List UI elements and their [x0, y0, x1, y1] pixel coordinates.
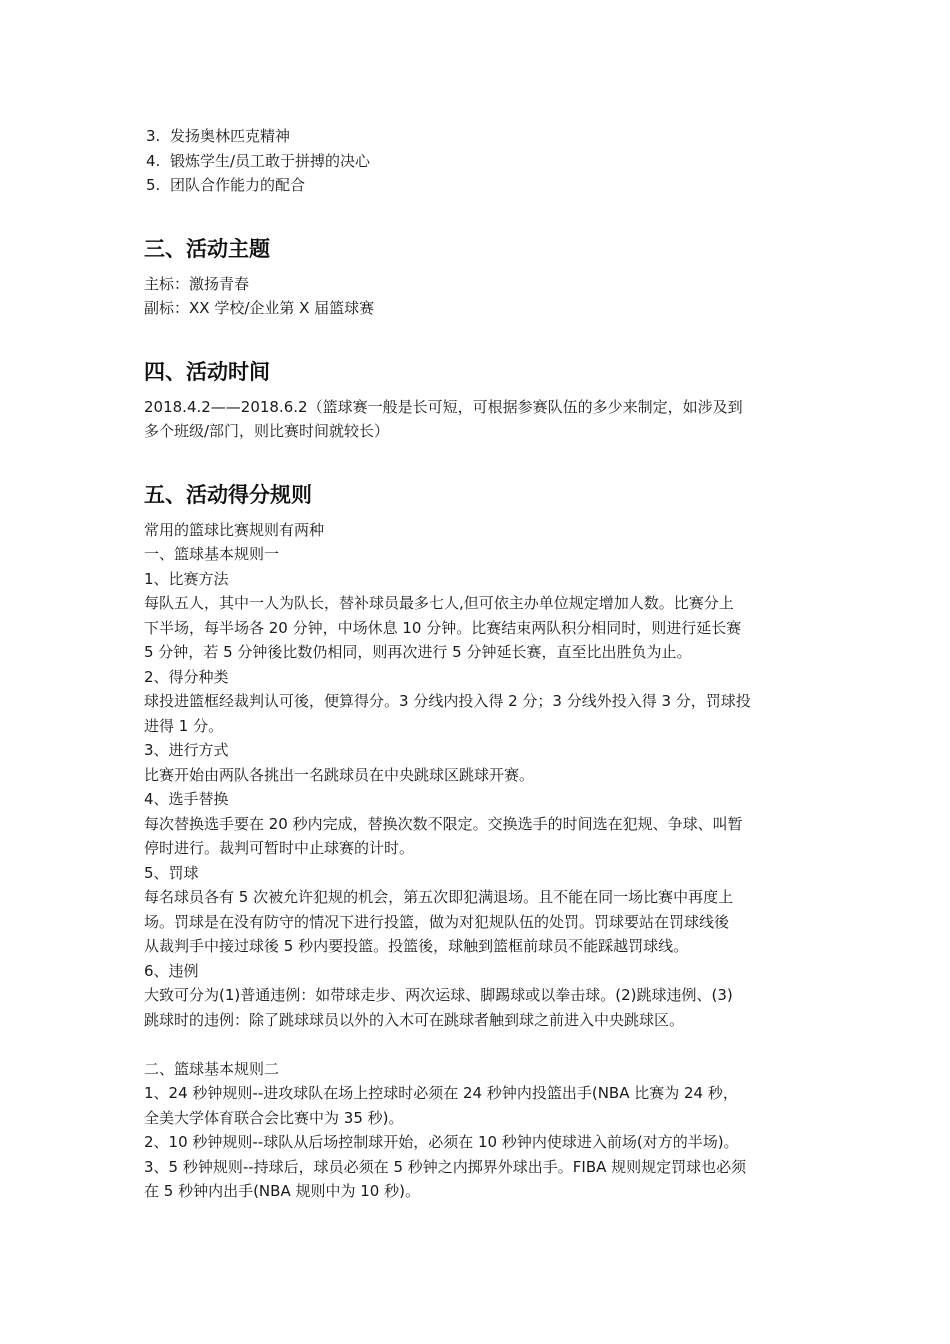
rules-line: 3、5 秒钟规则--持球后，球员必须在 5 秒钟之内掷界外球出手。FIBA 规则规定罚球也必须	[144, 1157, 747, 1176]
rules-line: 1、24 秒钟规则--进攻球队在场上控球时必须在 24 秒钟内投篮出手(NBA 比赛为 24 秒，	[144, 1084, 738, 1102]
rules-line: 常用的篮球比赛规则有两种	[144, 520, 325, 539]
rules-line: 一、篮球基本规则一	[144, 545, 280, 563]
rules-line: 从裁判手中接过球後 5 秒内要投篮。投篮後，球触到篮框前球员不能踩越罚球线。	[144, 937, 689, 955]
rules-line: 每队五人，其中一人为队长，替补球员最多七人,但可依主办单位规定增加人数。比赛分上	[144, 594, 734, 612]
rules-block-1	[144, 518, 810, 1033]
rules-line: 停时进行。裁判可暂时中止球赛的计时。	[144, 839, 415, 857]
rules-line: 跳球时的违例：除了跳球球员以外的入木可在跳球者触到球之前进入中央跳球区。	[144, 1010, 685, 1029]
goals-list	[144, 124, 810, 198]
rules-line: 4、选手替换	[144, 790, 229, 808]
list-item: 5. 团队合作能力的配合	[146, 176, 306, 194]
rules-line: 5 分钟，若 5 分钟後比数仍相同，则再次进行 5 分钟延长赛，直至比出胜负为止。	[144, 643, 692, 661]
list-item: 3. 发扬奥林匹克精神	[146, 127, 291, 145]
rules-line: 3、进行方式	[144, 741, 229, 759]
rules-line: 2、10 秒钟规则--球队从后场控制球开始，必须在 10 秒钟内使球进入前场(对方的半场)。	[144, 1133, 739, 1151]
rules-line: 全美大学体育联合会比赛中为 35 秒)。	[144, 1108, 404, 1127]
list-item: 4. 锻炼学生/员工敢于拼搏的决心	[146, 151, 371, 170]
rules-block-2	[144, 1057, 810, 1204]
rules-line: 下半场，每半场各 20 分钟，中场休息 10 分钟。比赛结束两队积分相同时，则进行延长赛	[144, 618, 742, 637]
section-heading-theme: 三、活动主题	[144, 236, 270, 261]
rules-line: 二、篮球基本规则二	[144, 1059, 280, 1078]
rules-line: 6、违例	[144, 961, 199, 980]
rules-line: 5、罚球	[144, 863, 199, 882]
section-heading-time: 四、活动时间	[144, 359, 270, 384]
section-heading-rules: 五、活动得分规则	[144, 482, 312, 507]
rules-line: 2、得分种类	[144, 667, 229, 686]
rules-line: 比赛开始由两队各挑出一名跳球员在中央跳球区跳球开赛。	[144, 765, 535, 784]
rules-line: 在 5 秒钟内出手(NBA 规则中为 10 秒)。	[144, 1182, 420, 1200]
time-text-line: 多个班级/部门，则比赛时间就较长）	[144, 422, 390, 440]
document-page	[144, 124, 810, 1204]
rules-line: 每次替换选手要在 20 秒内完成，替换次数不限定。交换选手的时间选在犯规、争球、叫暂	[144, 814, 743, 833]
rules-line: 球投进篮框经裁判认可後，便算得分。3 分线内投入得 2 分；3 分线外投入得 3 分，罚球投	[144, 692, 751, 710]
rules-line: 大致可分为(1)普通违例：如带球走步、两次运球、脚踢球或以拳击球。(2)跳球违例、(3)	[144, 986, 733, 1004]
rules-line: 1、比赛方法	[144, 569, 229, 588]
sub-title-line: 副标：XX 学校/企业第 X 届篮球赛	[144, 299, 375, 317]
time-text-line: 2018.4.2——2018.6.2（篮球赛一般是长可短，可根据参赛队伍的多少来制定，如涉及到	[144, 397, 743, 416]
rules-line: 场。罚球是在没有防守的情况下进行投篮，做为对犯规队伍的处罚。罚球要站在罚球线後	[144, 912, 730, 931]
main-title-line: 主标：激扬青春	[144, 274, 250, 293]
rules-line: 进得 1 分。	[144, 716, 224, 735]
rules-line: 每名球员各有 5 次被允许犯规的机会，第五次即犯满退场。且不能在同一场比赛中再度上	[144, 888, 734, 906]
